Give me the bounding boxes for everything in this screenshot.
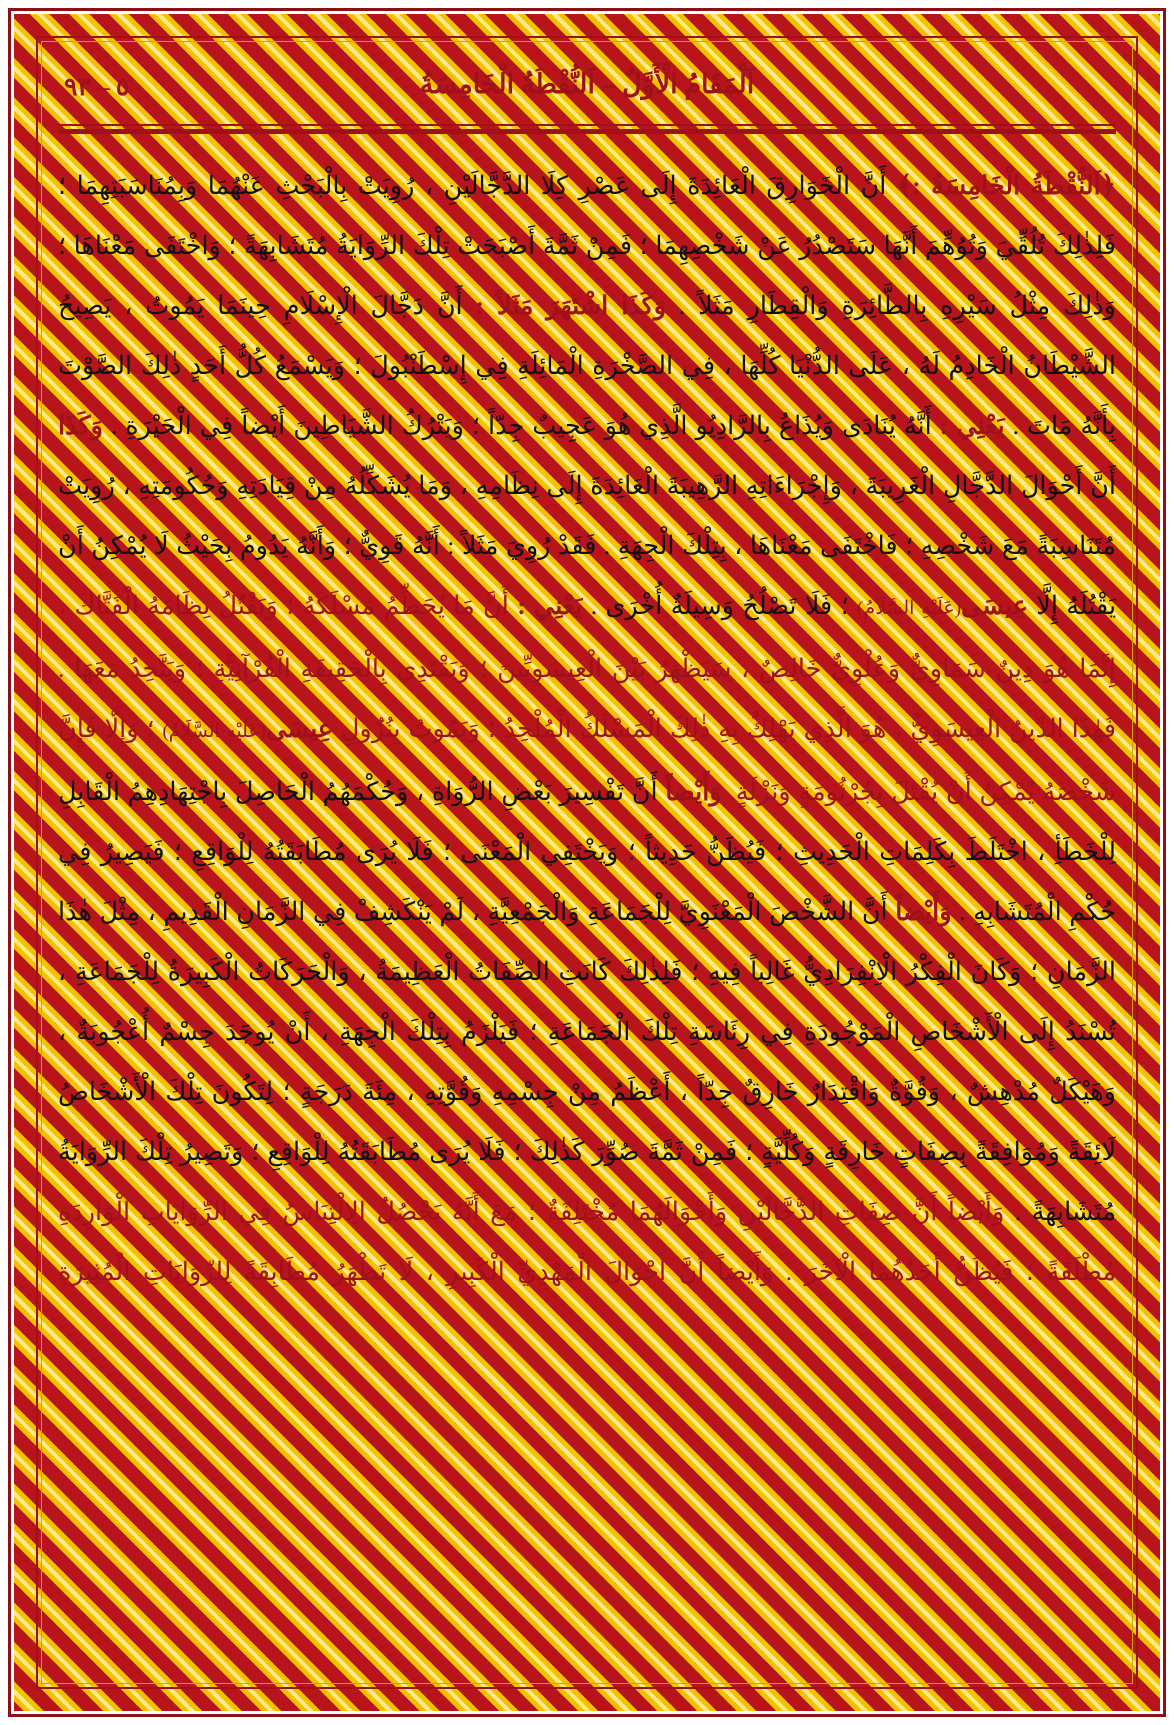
paragraph-5: أَنَّ تَفْسِيرَ بَعْضِ الرُّوَاةِ ، وَحُكْمَهُمُ الْحَاصِلَ بِاجْتِهَادِهِمُ الْقَابِلِ لِلْخَطَأِ ، اخْتَلَطَ بِكَلِمَاتِ الْحَدِيثِ ؛ فَيُظَنُّ حَدِيثاً ؛ وَيَخْتَفِي الْمَعْنَى ؛ فَلَا يُرَى مُطَابَقَتُهُ لِلْوَاقِعِ ؛ فَيَصِيرُ فِي حُكْمِ الْمُتَشَابِهِ . — [58, 777, 1117, 926]
honorific-alayhi-as-salam-2: (عَلَيْهِ السَّلَامُ) — [162, 721, 267, 742]
page-header — [58, 56, 1116, 118]
paragraph-1: أَنَّ الْخَوَارِقَ الْعَائِدَةَ إِلَى عَصْرِ كِلَا الدَّجَّالَيْنِ ، رُوِيَتْ بِالْبَحْثِ عَنْهُمَا وَبِمُنَاسَبَتِهِمَا ؛ فَلِذٰلِكَ تُلُقِّيَ وَتُوُهِّمَ أَنَّهَا سَتَصْدُرُ عَنْ شَخْصِهِمَا ؛ فَمِنْ ثَمَّةَ أَصْبَحَتْ تِلْكَ الرِّوَايَةُ مُتَشَابِهَةً ؛ وَاخْتَفَى مَعْنَاهَا ؛ وَذٰلِكَ مِثْلُ سَيْرِهِ بِالطَّائِرَةِ وَالْقِطَارِ مَثَلاً . — [58, 171, 1116, 320]
red-phrase-1: وَكَذَا اشْتَهَرَ مَثَلاً : — [475, 291, 667, 320]
red-block-4: وَأَيْضاً أَنَّ أَحْوَالَ الْمَهْدِيِّ الْكَبِيرِ ، لَا تَظْهَرُ مُطَابِقَةً لِلرِّوَايَاتِ الْمُثِيرَةِ — [58, 1257, 774, 1286]
header-divider-thick-rule — [58, 129, 1116, 134]
red-phrase-2: يَعْنِي : — [939, 411, 1005, 440]
red-block-2: ؛ وَإِلَّا فَإِنَّ شَخْصَهُ يُمْكِنُ أَنْ يُقْتَلَ بِجُرْثُومَةٍ وَنَزْلَةٍ. — [58, 714, 1116, 806]
red-phrase-6: وَأَيْضاً — [895, 897, 952, 926]
paragraph-4-continued: ؛ فَلَا تَصْلُحُ وَسِيلَةٌ أُخْرَى . — [590, 591, 849, 620]
prophet-name-isa: عِيسَى — [961, 591, 1028, 620]
page-number: ٥ – ٩٣ — [64, 74, 130, 101]
paragraph-3: أَنَّهُ يُنَادَى وَيُذَاعُ بِالرَّادِيُو الَّذِي هُوَ عَجِيبٌ جِدّاً ؛ وَيَتْرُكُ الشَّيَاطِينَ أَيْضاً فِي الْحَيْرَةِ . — [110, 411, 932, 440]
paragraph-4: أَنَّ أَحْوَالَ الدَّجَّالِ الْغَرِيبَةَ ، وَإِجْرَاءَاتِهِ الرَّهِيبَةَ الْعَائِدَةَ إِلَى نِظَامِهِ ، وَمَا يُشَكِّلُهُ مِنْ قِيَادَتِهِ وَحُكُومَتِهِ ، رُوِيَتْ مُتَنَاسِبَةً مَعَ شَخْصِهِ ؛ فَاخْتَفَى مَعْنَاهَا ، بِتِلْكَ الْجِهَةِ . فَقَدْ رُوِيَ مَثَلاً : أَنَّهُ قَوِيٌّ ؛ وَأَنَّهُ يَدُومُ بِحَيْثُ لَا يُمْكِنُ أَنْ يَقْتُلَهُ إِلَّا — [58, 471, 1117, 620]
red-phrase-3: وَكَذَا — [58, 411, 103, 440]
red-phrase-4: يَعْنِي : — [517, 591, 583, 620]
section-heading-close-bracket: ﴾ — [896, 171, 913, 200]
header-divider-thin-rule — [58, 124, 1116, 126]
body-text — [58, 156, 1116, 1302]
paragraph-6: أَنَّ الشَّخْصَ الْمَعْنَوِيَّ لِلْجَمَاعَةِ وَالْجَمْعِيَّةِ ، لَمْ يَنْكَشِفْ فِي الزَّمَانِ الْقَدِيمِ ، مِثْلَ هٰذَا الزَّمَانِ ؛ وَكَانَ الْفِكْرُ الْاِنْفِرَادِيُّ غَالِباً فِيهِ ؛ فَلِذٰلِكَ كَانَتِ الصِّفَاتُ الْعَظِيمَةُ ، وَالْحَرَكَاتُ الْكَبِيرَةُ لِلْجَمَاعَةِ ، تُسْنَدُ إِلَى الْأَشْخَاصِ الْمَوْجُودَةِ فِي رِئَاسَةِ تِلْكَ الْجَمَاعَةِ ؛ فَيَلْزَمُ بِتِلْكَ الْجِهَةِ ، أَنْ يُوجَدَ جِسْمٌ أُعْجُوبَةٌ ، وَهَيْكَلٌ مُدْهِشٌ ، وَقُوَّةٌ وَاقْتِدَارٌ خَارِقٌ جِدّاً ، أَعْظَمُ مِنْ جِسْمِهِ وَقُوَّتِهِ ، مِئَةَ دَرَجَةٍ ؛ لِتَكُونَ تِلْكَ الْأَشْخَاصُ لَائِقَةً وَمُوَافِقَةً بِصِفَاتٍ خَارِقَةٍ وَكُلِّيَّةٍ ؛ فَمِنْ ثَمَّةَ صُوِّرَ كَذٰلِكَ ؛ فَلَا يُرَى مُطَابَقَتُهُ لِلْوَاقِعِ ؛ وَتَصِيرُ تِلْكَ الرِّوَايَةُ مُتَشَابِهَةً . — [58, 897, 1116, 1226]
prophet-name-isa-2: عِيسَى — [266, 714, 333, 743]
red-block-3: وَأَيْضاً أَنَّ صِفَاتِ الدَّجَّالَيْنِ وَأَحْوَالَهُمَا مُخْتَلِفَةٌ ؛ مَعَ أَنَّهُ يَحْصُلُ الِالْتِبَاسُ فِي الرِّوَايَاتِ الْوَارِدَةِ مُطْلَقَةً ؛ فَيُظَنُّ أَحَدُهُمَا الْآخَرَ . — [58, 1197, 1117, 1286]
honorific-alayhi-as-salam: (عَلَيْهِ السَّلَامُ) — [857, 598, 962, 619]
section-heading-open-bracket: ﴿ — [1100, 171, 1116, 200]
header-divider — [58, 124, 1116, 134]
page-title: اَلْمَقَامُ الْأَوَّلُ – اَلنُّقْطَةُ الْخَامِسَةُ — [419, 69, 755, 99]
red-phrase-5: وَأَيْضاً — [665, 777, 722, 806]
red-block-1: أَنَّ مَا يُحَطِّمُ مَسْلَكَهُ ؛ وَيَقْتُلُ نِظَامَهُ الْفَتَّاكَ ، إِنَّمَا هُوَ دِينٌ سَمَاوِيٌّ وَعُلْوِيٌّ خَالِصٌ ، سَيَظْهَرُ بَيْنَ الْعِيسَوِيِّينَ ؛ وَيَقْتَدِي بِالْحَقِيقَةِ الْقُرْآنِيَّةِ ؛ وَيَتَّحِدُ مَعَهَا . فَهٰذَا الدِّينُ الْعِيسَوِيُّ ، هُوَ الَّذِي يَهْلِكُ بِهِ ذٰلِكَ الْمَسْلَكُ الْمُلْحِدُ ؛ وَيَمُوتُ بِنُزُولِ — [58, 591, 1117, 743]
section-heading: اَلنُّقْطَةُ الْخَامِسَةُ : — [912, 171, 1101, 200]
paragraph-2: أَنَّ دَجَّالَ الْإِسْلَامِ حِينَمَا يَمُوتُ ، يَصِيحُ الشَّيْطَانُ الْخَادِمُ لَهُ ، عَلَى الدُّنْيَا كُلِّهَا ، فِي الصَّخْرَةِ الْمَائِلَةِ فِي إِسْطَنْبُولَ ؛ وَيَسْمَعُ كُلُّ أَحَدٍ ذٰلِكَ الصَّوْتَ بِأَنَّهُ مَاتَ . — [58, 291, 1117, 440]
page-content — [58, 56, 1116, 1675]
